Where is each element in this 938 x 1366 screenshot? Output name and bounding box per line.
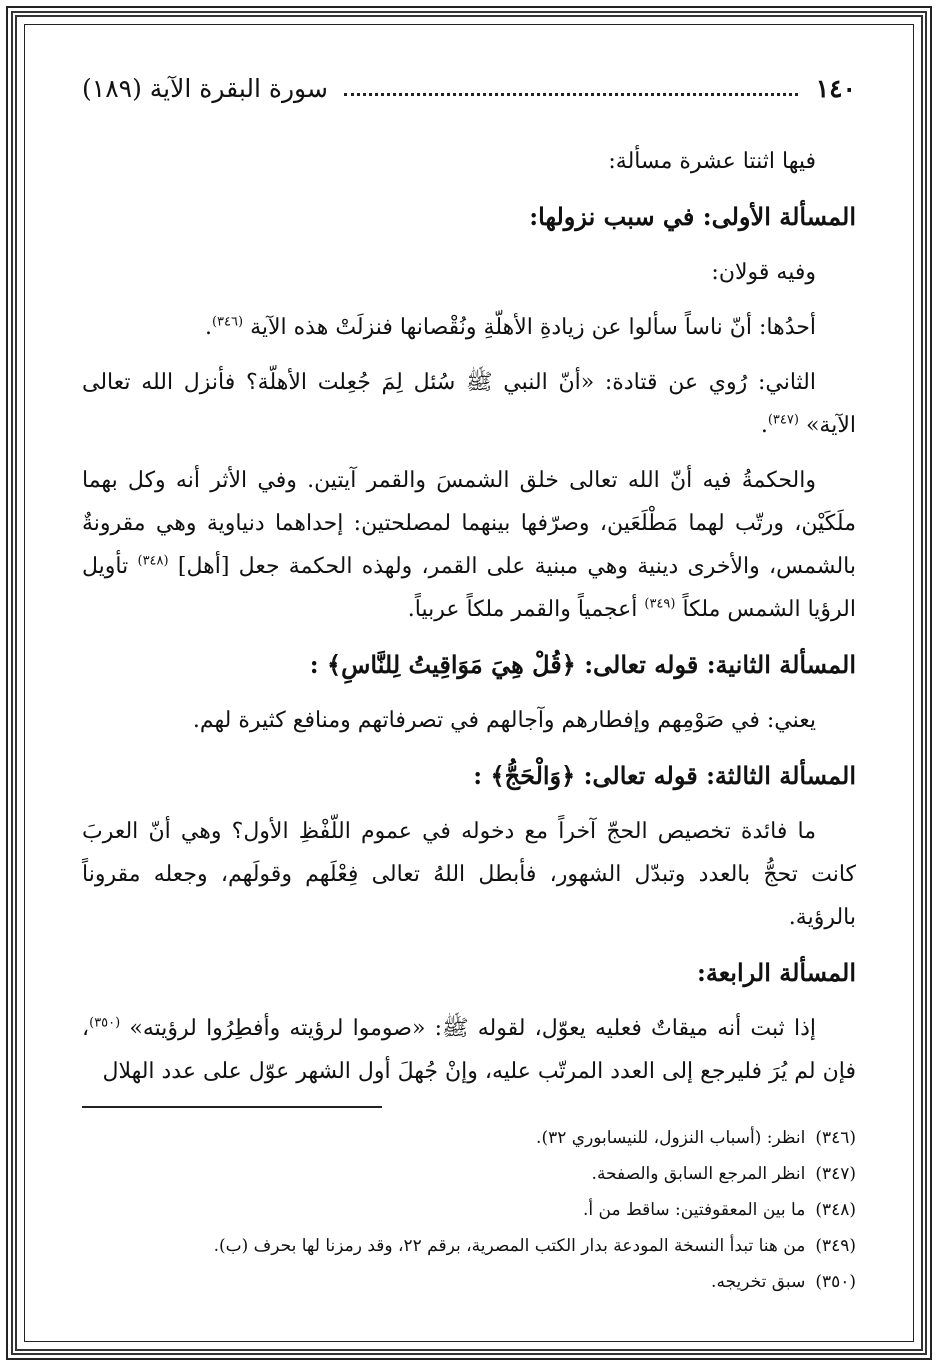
footnote-number: (٣٤٧) xyxy=(815,1164,856,1184)
issue-3-heading xyxy=(82,754,856,798)
footnote-text: ما بين المعقوفتين: ساقط من أ. xyxy=(582,1200,806,1220)
footnotes xyxy=(82,1122,856,1302)
footnote-ref[interactable]: (٣٤٩) xyxy=(644,596,676,612)
footnote-number: (٣٤٨) xyxy=(815,1200,856,1220)
footnote-text: انظر المرجع السابق والصفحة. xyxy=(591,1164,806,1184)
footnote-ref[interactable]: (٣٤٦) xyxy=(211,314,244,330)
footnote-text: انظر: (أسباب النزول، للنيسابوري ٣٢). xyxy=(536,1128,806,1148)
paragraph: يعني: في صَوْمِهم وإفطارهم وآجالهم في تصرفاتهم ومنافع كثيرة لهم. xyxy=(192,708,816,733)
issue-4-heading: المسألة الرابعة: xyxy=(697,958,856,987)
punctuation: . xyxy=(760,413,768,438)
paragraph: وفيه قولان: xyxy=(711,260,816,285)
running-header xyxy=(82,68,856,108)
footnote-number: (٣٤٦) xyxy=(815,1128,856,1148)
main-text xyxy=(82,140,856,1105)
footnote-separator xyxy=(82,1106,382,1108)
punctuation: : xyxy=(473,761,483,790)
paragraph-text: تأويل الرؤيا الشمس ملكاً xyxy=(82,554,856,622)
footnote-item xyxy=(82,1158,856,1190)
paragraph-text: ، فإن لم يُرَ فليرجع إلى العدد المرتّب عليه، وإنْ جُهلَ أول الشهر عوّل على عدد الهلال xyxy=(82,1016,856,1084)
footnote-ref[interactable]: (٣٥٠) xyxy=(89,1015,121,1031)
intro-paragraph: فيها اثنتا عشرة مسألة: xyxy=(608,149,816,174)
issue-1-heading: المسألة الأولى: في سبب نزولها: xyxy=(529,202,856,231)
paragraph: ما فائدة تخصيص الحجّ آخراً مع دخوله في عموم اللّفْظِ الأول؟ وهي أنّ العربَ كانت تحجُّ بالعدد وتبدّل الشهور، فأبطل اللهُ تعالى فِعْلَهم وقولَهم، وجعله مقروناً بالرؤية. xyxy=(82,819,856,930)
paragraph xyxy=(82,1007,856,1093)
punctuation: . xyxy=(204,315,212,340)
footnote-item xyxy=(82,1266,856,1298)
paragraph-text: أحدُها: أنّ ناساً سألوا عن زيادةِ الأهلّةِ ونُقْصانها فنزلَتْ هذه الآية xyxy=(250,315,816,340)
paragraph-text: والحكمةُ فيه أنّ الله تعالى خلق الشمسَ والقمر آيتين. وفي الأثر أنه وكل بهما ملَكَيْن، ورتّب لهما مَطْلَعَين، وصرّفها بينهما لمصلحتين: إحداهما دنياوية وهي مقرونةٌ بالشمس، والأخرى دينية وهي مبنية على القمر، ولهذه الحكمة جعل [أهل] xyxy=(82,468,857,579)
quran-quote: ﴿وَالْحَجُّ﴾ xyxy=(490,761,576,790)
heading-label: المسألة الثالثة: قوله تعالى: xyxy=(583,761,856,790)
running-title: سورة البقرة الآية (١٨٩) xyxy=(82,73,328,103)
paragraph xyxy=(82,361,856,447)
footnote-item xyxy=(82,1122,856,1154)
footnote-item xyxy=(82,1194,856,1226)
paragraph-text: أعجمياً والقمر ملكاً عربياً. xyxy=(407,597,638,622)
book-page xyxy=(82,0,856,1366)
paragraph-text: الثاني: رُوي عن قتادة: «أنّ النبي ﷺ سُئل لِمَ جُعِلت الأهلّة؟ فأنزل الله تعالى الآية» xyxy=(82,370,856,438)
footnote-text: من هنا تبدأ النسخة المودعة بدار الكتب المصرية، برقم ٢٢، وقد رمزنا لها بحرف (ب). xyxy=(213,1236,806,1256)
punctuation: : xyxy=(309,650,319,679)
heading-label: المسألة الثانية: قوله تعالى: xyxy=(584,650,856,679)
footnote-text: سبق تخريجه. xyxy=(711,1272,806,1292)
paragraph-text: إذا ثبت أنه ميقاتٌ فعليه يعوّل، لقوله ﷺ: «صوموا لرؤيته وأفطِرُوا لرؤيته» xyxy=(129,1016,816,1041)
footnote-ref[interactable]: (٣٤٧) xyxy=(767,412,799,428)
footnote-ref[interactable]: (٣٤٨) xyxy=(137,553,169,569)
header-dot-leader xyxy=(344,93,798,96)
quran-quote: ﴿قُلْ هِيَ مَوَاقِيتُ لِلنَّاسِ﴾ xyxy=(327,650,576,679)
paragraph xyxy=(82,459,856,631)
footnote-number: (٣٤٩) xyxy=(815,1236,856,1256)
issue-2-heading xyxy=(82,643,856,687)
paragraph xyxy=(82,306,856,349)
footnote-item xyxy=(82,1230,856,1262)
page-number: ١٤٠ xyxy=(815,73,856,103)
footnote-number: (٣٥٠) xyxy=(815,1272,856,1292)
